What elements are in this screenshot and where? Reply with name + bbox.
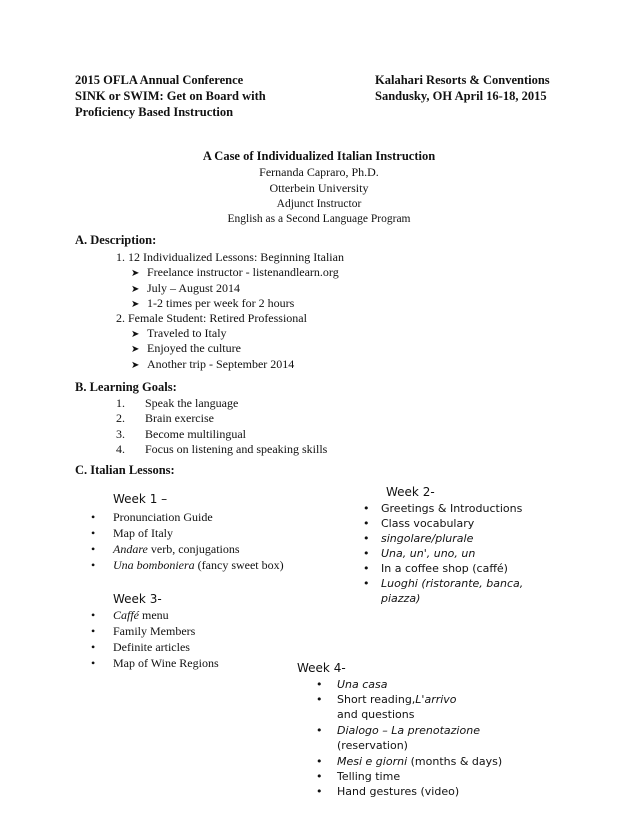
goal-item: 2. Brain exercise	[116, 411, 214, 425]
week-3-item: • Definite articles	[91, 640, 190, 654]
description-item-2: 2. Female Student: Retired Professional	[116, 311, 307, 325]
description-bullet: ➤ Freelance instructor - listenandlearn.org	[131, 265, 339, 279]
description-bullet: ➤ July – August 2014	[131, 281, 241, 295]
week-1-title: Week 1 –	[113, 492, 168, 506]
header-left-line: 2015 OFLA Annual Conference	[75, 73, 244, 87]
dot-bullet-icon: •	[316, 785, 323, 798]
week-4-item: • Short reading,L'arrivo	[316, 693, 457, 706]
arrow-bullet-icon: ➤	[131, 299, 140, 310]
week-3-item: • Family Members	[91, 624, 196, 638]
doc-title: A Case of Individualized Italian Instruction	[202, 149, 436, 163]
week-2-item: • Una, un', uno, un	[363, 547, 476, 560]
header-right-line: Kalahari Resorts & Conventions	[375, 73, 550, 87]
week-1-item: • Map of Italy	[91, 526, 173, 540]
header-left	[75, 72, 266, 120]
dot-bullet-icon: •	[91, 656, 96, 670]
week-2-item: • Class vocabulary	[363, 517, 475, 530]
week-2-item-continued: piazza)	[381, 592, 421, 605]
dot-bullet-icon: •	[91, 608, 96, 622]
description-bullet: ➤ 1-2 times per week for 2 hours	[131, 296, 295, 310]
week-4-title: Week 4-	[297, 661, 346, 675]
dot-bullet-icon: •	[91, 542, 96, 556]
week-4-item-continued: and questions	[337, 708, 415, 721]
dot-bullet-icon: •	[363, 562, 370, 575]
header-right	[375, 72, 550, 104]
arrow-bullet-icon: ➤	[131, 360, 140, 371]
description-bullet: ➤ Traveled to Italy	[131, 326, 227, 340]
arrow-bullet-icon: ➤	[131, 268, 140, 279]
week-3-item: • Caffé menu	[91, 608, 169, 622]
header-left-line: Proficiency Based Instruction	[75, 105, 234, 119]
dot-bullet-icon: •	[91, 510, 96, 524]
week-4-item: • Una casa	[316, 678, 388, 691]
week-2-item: • In a coffee shop (caffé)	[363, 562, 508, 575]
arrow-bullet-icon: ➤	[131, 344, 140, 355]
week-3-title: Week 3-	[113, 592, 162, 606]
week-2-item: • Luoghi (ristorante, banca,	[363, 577, 524, 590]
dot-bullet-icon: •	[91, 526, 96, 540]
dot-bullet-icon: •	[91, 640, 96, 654]
goal-item: 3. Become multilingual	[116, 427, 246, 441]
dot-bullet-icon: •	[316, 678, 323, 691]
dot-bullet-icon: •	[316, 755, 323, 768]
dot-bullet-icon: •	[363, 502, 370, 515]
university-name: Otterbein University	[269, 181, 369, 195]
week-4-item: • Hand gestures (video)	[316, 785, 460, 798]
dot-bullet-icon: •	[363, 517, 370, 530]
description-item-1: 1. 12 Individualized Lessons: Beginning Italian	[116, 250, 344, 264]
dot-bullet-icon: •	[363, 532, 370, 545]
description-bullet: ➤ Another trip - September 2014	[131, 357, 295, 371]
week-1-item: • Andare verb, conjugations	[91, 542, 240, 556]
dot-bullet-icon: •	[316, 693, 323, 706]
program-name: English as a Second Language Program	[227, 213, 411, 225]
header-left-line: SINK or SWIM: Get on Board with	[75, 89, 266, 103]
week-4-item: • Mesi e giorni (months & days)	[316, 755, 503, 768]
week-2-item: • singolare/plurale	[363, 532, 474, 545]
week-2-item: • Greetings & Introductions	[363, 502, 523, 515]
dot-bullet-icon: •	[363, 547, 370, 560]
dot-bullet-icon: •	[363, 577, 370, 590]
section-goals-heading: B. Learning Goals:	[75, 380, 177, 394]
week-1-item: • Una bomboniera (fancy sweet box)	[91, 558, 284, 572]
arrow-bullet-icon: ➤	[131, 284, 140, 295]
author-role: Adjunct Instructor	[276, 198, 362, 210]
week-4-item: • Telling time	[316, 770, 401, 783]
week-1-item: • Pronunciation Guide	[91, 510, 213, 524]
author-name: Fernanda Capraro, Ph.D.	[259, 165, 379, 179]
dot-bullet-icon: •	[316, 724, 323, 737]
dot-bullet-icon: •	[316, 770, 323, 783]
section-lessons-heading: C. Italian Lessons:	[75, 463, 175, 477]
dot-bullet-icon: •	[91, 558, 96, 572]
arrow-bullet-icon: ➤	[131, 329, 140, 340]
week-3-item: • Map of Wine Regions	[91, 656, 219, 670]
week-4-item: • Dialogo – La prenotazione	[316, 724, 480, 737]
header-right-line: Sandusky, OH April 16-18, 2015	[375, 89, 547, 103]
goal-item: 1. Speak the language	[116, 396, 239, 410]
description-bullet: ➤ Enjoyed the culture	[131, 341, 241, 355]
dot-bullet-icon: •	[91, 624, 96, 638]
week-4-item-continued: (reservation)	[337, 739, 408, 752]
section-description-heading: A. Description:	[75, 233, 157, 247]
goal-item: 4. Focus on listening and speaking skills	[116, 442, 328, 456]
week-2-title: Week 2-	[386, 485, 435, 499]
